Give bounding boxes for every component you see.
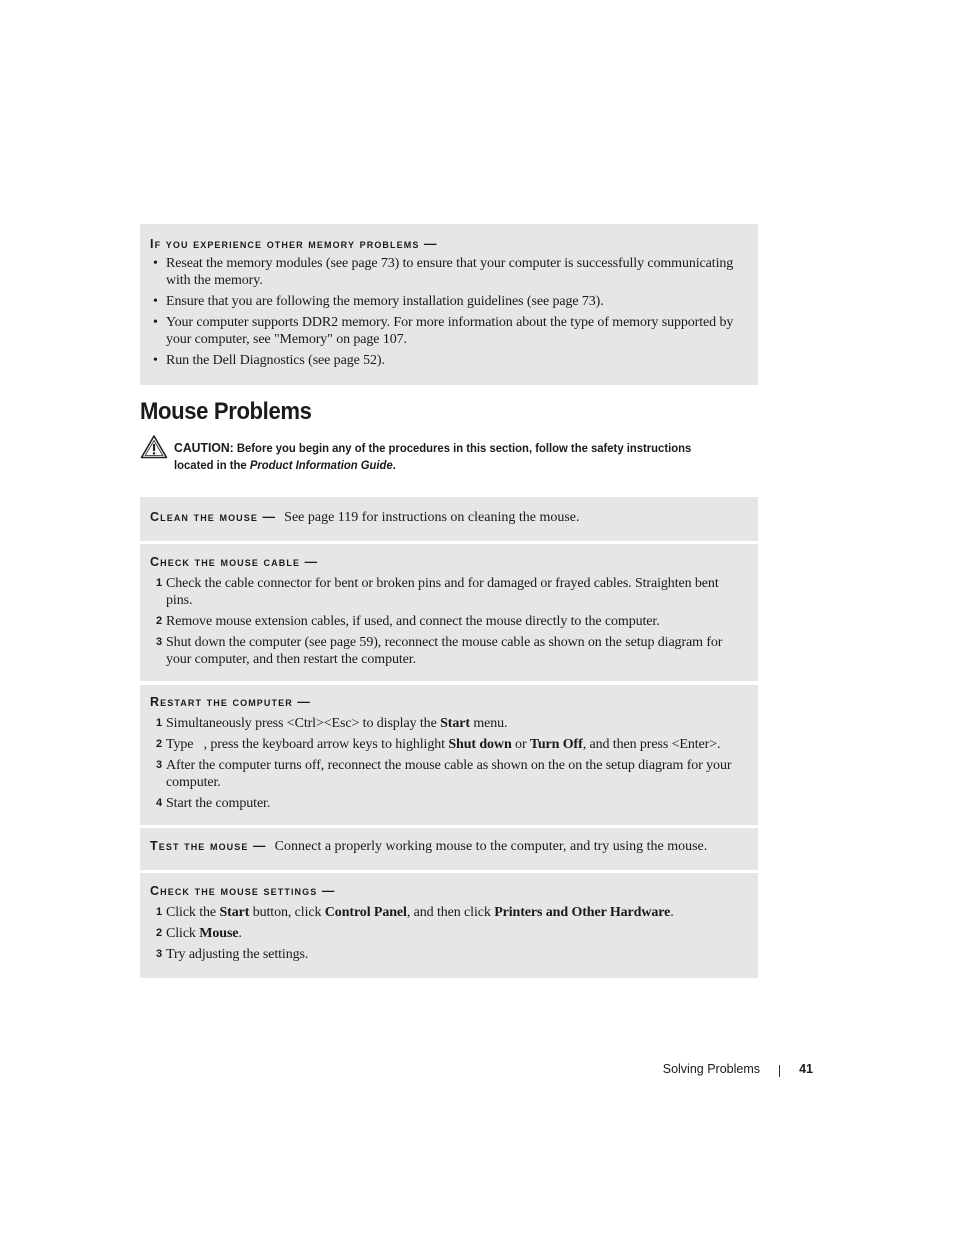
- list-item: 3 After the computer turns off, reconnect the mouse cable as shown on the on the setup diagram for your computer.: [156, 758, 732, 790]
- list-item: 1 Simultaneously press <Ctrl><Esc> to display the Start menu.: [156, 716, 508, 731]
- footer-divider: [779, 1065, 780, 1077]
- clean-mouse-box: [140, 497, 758, 541]
- footer-section-title: Solving Problems: [662, 1062, 760, 1076]
- list-item: 3 Try adjusting the settings.: [156, 947, 309, 962]
- page-number: 41: [799, 1062, 813, 1076]
- restart-computer-steps: [150, 715, 746, 812]
- list-item: 1 Check the cable connector for bent or broken pins and for damaged or frayed cables. Straighten bent pins.: [156, 576, 719, 608]
- guide-title: Product Information Guide: [249, 458, 393, 472]
- clean-mouse-text: See page 119 for instructions on cleaning the mouse.: [284, 510, 580, 525]
- test-mouse-heading: Test the mouse —: [150, 839, 267, 853]
- list-item: 1 Click the Start button, click Control Panel, and then click Printers and Other Hardware.: [156, 905, 674, 920]
- list-item: 2 Remove mouse extension cables, if used, and connect the mouse directly to the computer.: [156, 614, 660, 629]
- list-item: • Run the Dell Diagnostics (see page 52).: [153, 353, 385, 368]
- list-item: 3 Shut down the computer (see page 59), reconnect the mouse cable as shown on the setup diagram for your computer, and then restart the computer.: [156, 635, 723, 667]
- list-item: • Reseat the memory modules (see page 73) to ensure that your computer is successfully communicating with the memory.: [153, 256, 734, 288]
- mouse-settings-box: [140, 873, 758, 978]
- list-item: • Ensure that you are following the memory installation guidelines (see page 73).: [153, 294, 604, 309]
- check-cable-heading: Check the mouse cable —: [150, 555, 319, 569]
- check-cable-box: [140, 544, 758, 681]
- restart-computer-box: [140, 685, 758, 825]
- page-footer: [600, 1062, 815, 1082]
- memory-problems-heading: If you experience other memory problems —: [150, 237, 438, 251]
- restart-computer-heading: Restart the computer —: [150, 695, 311, 709]
- list-item: 2 Type , press the keyboard arrow keys to highlight Shut down or Turn Off, and then press <Enter>.: [156, 737, 721, 752]
- memory-problems-list: [150, 255, 746, 369]
- list-item: 4 Start the computer.: [156, 796, 271, 811]
- list-item: • Your computer supports DDR2 memory. For more information about the type of memory supported by your computer, see "Memory" on page 107.: [153, 315, 734, 347]
- caution-body: Before you begin any of the procedures in this section, follow the safety instructions located in the: [174, 441, 692, 472]
- caution-warning-icon: [140, 434, 168, 460]
- clean-mouse-heading: Clean the mouse —: [150, 510, 277, 524]
- check-cable-steps: [150, 575, 746, 668]
- mouse-settings-steps: [150, 904, 746, 963]
- test-mouse-text: Connect a properly working mouse to the computer, and try using the mouse.: [274, 839, 708, 854]
- test-mouse-box: [140, 828, 758, 870]
- list-item: 2 Click Mouse.: [156, 926, 242, 941]
- memory-problems-box: [140, 224, 758, 385]
- mouse-settings-heading: Check the mouse settings —: [150, 884, 336, 898]
- caution-label: CAUTION:: [174, 440, 234, 455]
- caution-text: CAUTION: Before you begin any of the procedures in this section, follow the safety instructions located in the Product Information Guide.: [174, 440, 692, 472]
- page-title: Mouse Problems: [140, 398, 312, 425]
